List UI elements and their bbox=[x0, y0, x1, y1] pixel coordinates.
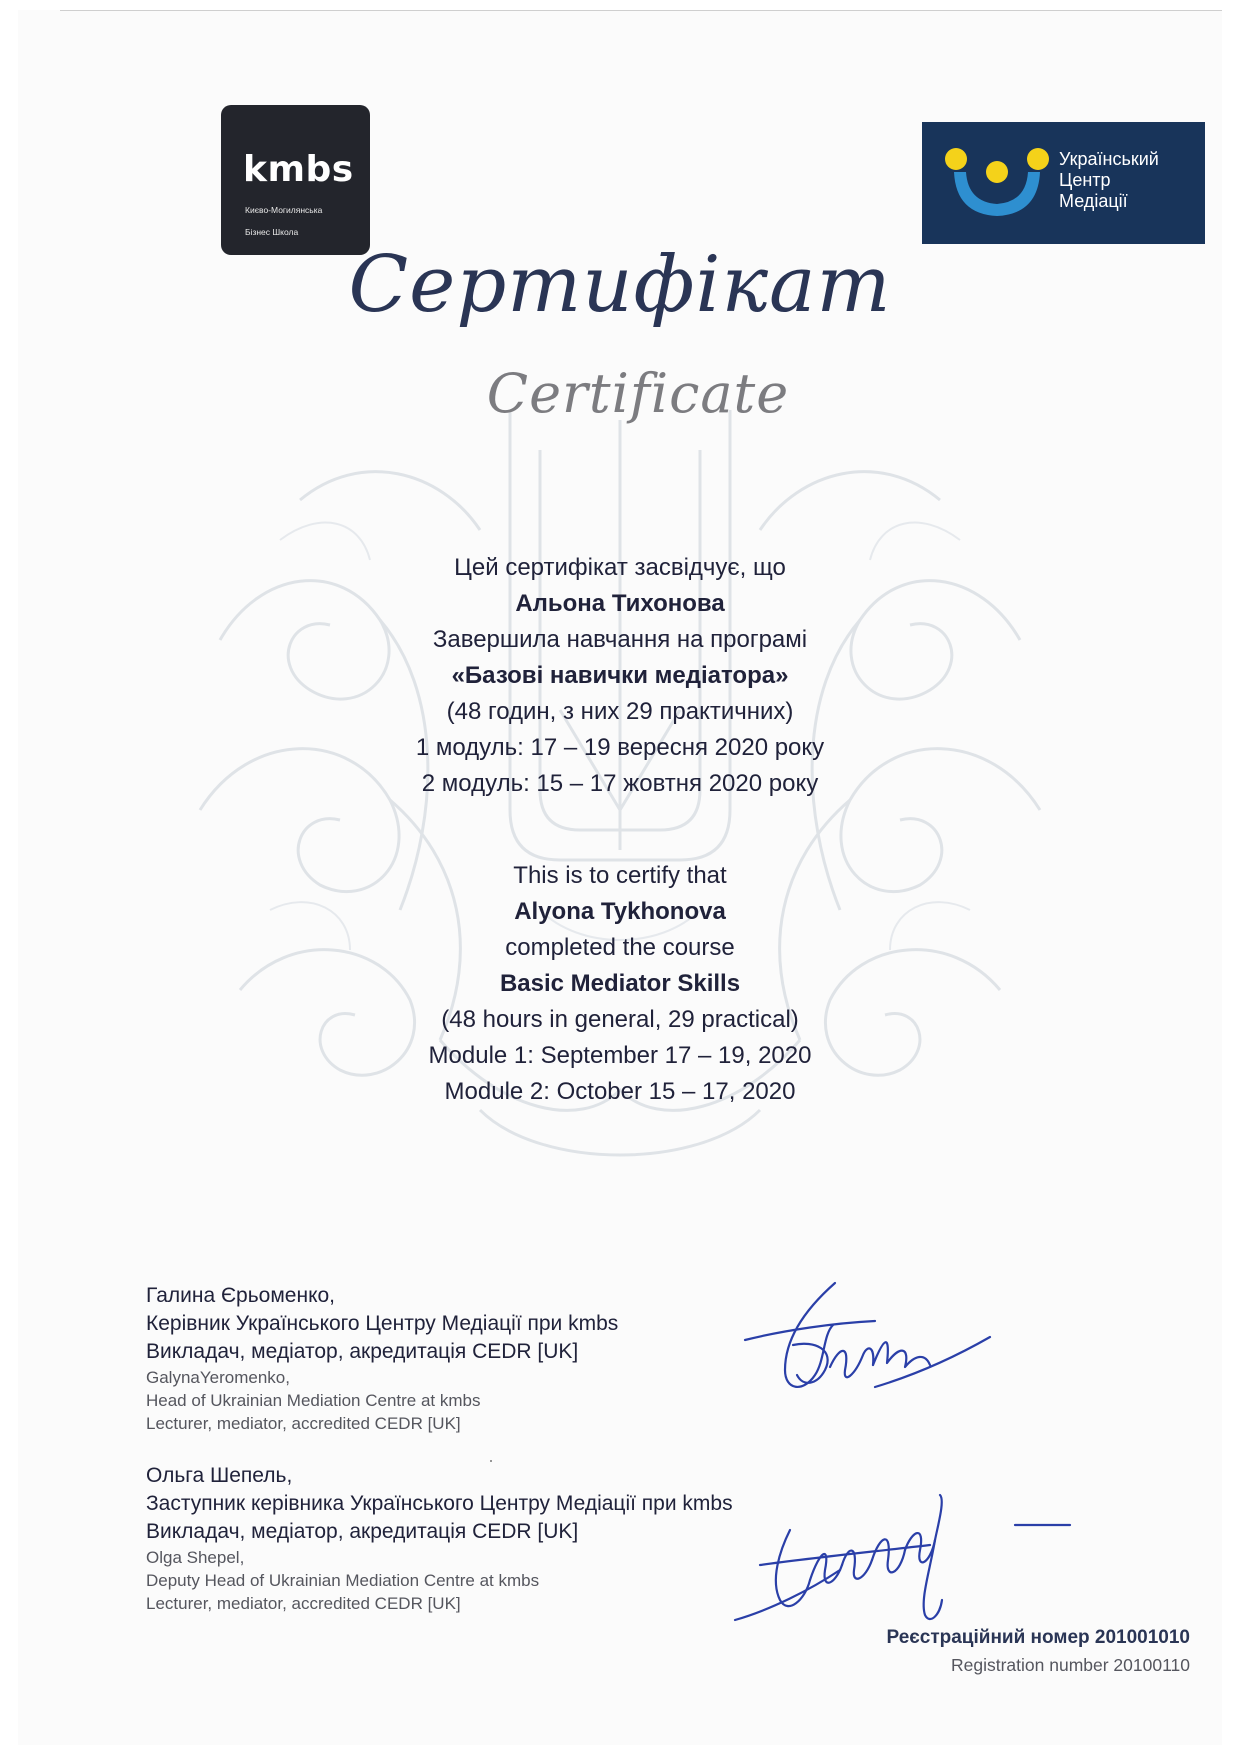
body-ukrainian bbox=[0, 550, 1240, 802]
umc-line2: Центр bbox=[1059, 170, 1111, 190]
signatory-1-position-uk: Керівник Українського Центру Медіації при kmbs bbox=[146, 1312, 619, 1335]
intro-en: This is to certify that bbox=[513, 862, 727, 889]
umc-logo-text bbox=[1059, 149, 1159, 212]
signatory-2-position-en: Deputy Head of Ukrainian Mediation Centre at kmbs bbox=[146, 1571, 540, 1590]
body-english bbox=[0, 858, 1240, 1110]
recipient-name-en: Alyona Tykhonova bbox=[514, 898, 726, 925]
signatory-1-name-uk: Галина Єрьоменко, bbox=[146, 1284, 336, 1307]
signatory-2-name-en: Olga Shepel, bbox=[146, 1548, 245, 1567]
title-ukrainian: Сертифікат bbox=[348, 240, 892, 330]
hours-en: (48 hours in general, 29 practical) bbox=[441, 1006, 799, 1033]
signatory-1 bbox=[146, 1282, 618, 1435]
kmbs-subtitle-line1: Києво-Могилянська bbox=[245, 205, 323, 215]
signature-2 bbox=[730, 1490, 1075, 1630]
signatory-2-position-uk: Заступник керівника Українського Центру Медіації при kmbs bbox=[146, 1492, 733, 1515]
signatory-1-name-en: GalynaYeromenko, bbox=[146, 1368, 290, 1387]
kmbs-logo bbox=[221, 105, 370, 255]
module1-en: Module 1: September 17 – 19, 2020 bbox=[428, 1042, 812, 1069]
kmbs-wordmark: kmbs bbox=[243, 149, 354, 190]
completed-en: completed the course bbox=[505, 934, 735, 961]
umc-line3: Медіації bbox=[1059, 191, 1128, 211]
signatory-1-role-en: Lecturer, mediator, accredited CEDR [UK] bbox=[146, 1414, 461, 1433]
intro-uk: Цей сертифікат засвідчує, що bbox=[454, 554, 786, 581]
signatory-2-name-uk: Ольга Шепель, bbox=[146, 1464, 293, 1487]
program-uk: «Базові навички медіатора» bbox=[451, 662, 789, 689]
module2-en: Module 2: October 15 – 17, 2020 bbox=[444, 1078, 796, 1105]
kmbs-subtitle-line2: Бізнес Школа bbox=[245, 227, 299, 237]
completed-uk: Завершила навчання на програмі bbox=[432, 626, 808, 653]
signatory-1-role-uk: Викладач, медіатор, акредитація CEDR [UK] bbox=[146, 1340, 579, 1363]
paper-edge bbox=[60, 10, 1222, 11]
title-english: Certificate bbox=[486, 362, 790, 425]
signatory-1-position-en: Head of Ukrainian Mediation Centre at kmbs bbox=[146, 1391, 481, 1410]
recipient-name-uk: Альона Тихонова bbox=[515, 590, 725, 617]
signatory-2-role-uk: Викладач, медіатор, акредитація CEDR [UK] bbox=[146, 1520, 579, 1543]
program-en: Basic Mediator Skills bbox=[499, 970, 741, 997]
module1-uk: 1 модуль: 17 – 19 вересня 2020 року bbox=[415, 734, 825, 761]
signature-1 bbox=[725, 1275, 1000, 1405]
hours-uk: (48 годин, з них 29 практичних) bbox=[446, 698, 794, 725]
umc-logo bbox=[922, 122, 1205, 244]
module2-uk: 2 модуль: 15 – 17 жовтня 2020 року bbox=[421, 770, 819, 797]
paper-speck bbox=[490, 1460, 492, 1462]
umc-line1: Український bbox=[1059, 149, 1159, 169]
umc-mark-icon bbox=[942, 142, 1052, 224]
signatory-2 bbox=[146, 1462, 733, 1615]
registration-number-uk: Реєстраційний номер 201001010 bbox=[886, 1627, 1190, 1648]
signatory-2-role-en: Lecturer, mediator, accredited CEDR [UK] bbox=[146, 1594, 461, 1613]
registration-number-en: Registration number 20100110 bbox=[950, 1655, 1190, 1675]
